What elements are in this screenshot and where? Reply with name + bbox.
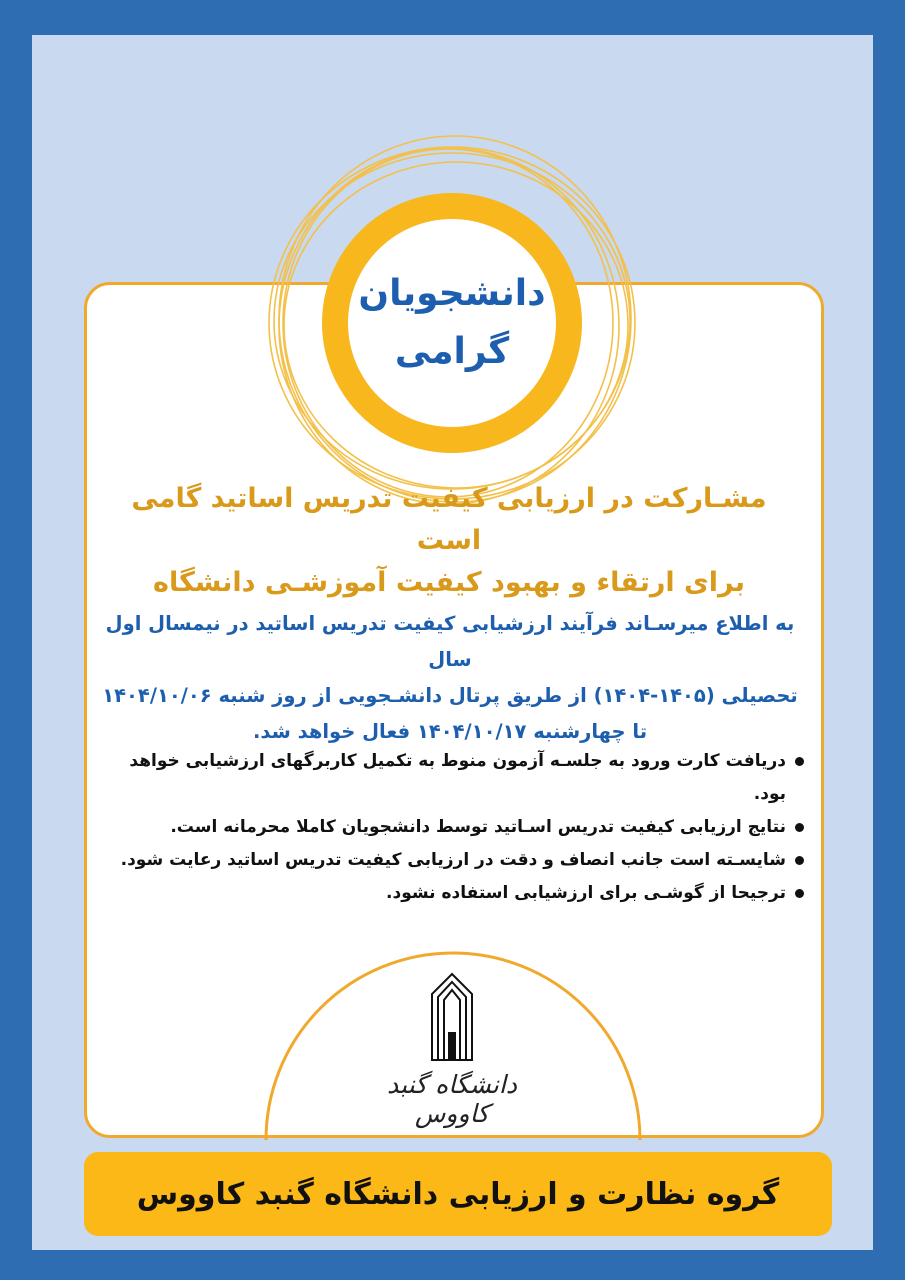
greeting-line-2: گرامی [394,331,510,372]
info-line-1: به اطلاع میرسـاند فرآیند ارزشیابی کیفیت تدریس اساتید در نیمسال اول سال [105,612,795,671]
list-item: دریافت کارت ورود به جلسـه آزمون منوط به تکمیل کاربرگهای ارزشیابی خواهد بود. [104,745,804,811]
university-dome-icon [428,972,476,1062]
greeting [348,219,556,427]
list-item: نتایج ارزیابی کیفیت تدریس اسـاتید توسط دانشجویان کاملا محرمانه است. [104,811,804,844]
list-item: شایسـته است جانب انصاف و دقت در ارزیابی کیفیت تدریس اساتید رعایت شود. [104,844,804,877]
university-logo-text: دانشگاه گنبد کاووس [387,1070,517,1128]
bullet-dot-icon [795,757,804,766]
greeting-line-1: دانشجویان [358,273,546,314]
footer-text: گروه نظارت و ارزیابی دانشگاه گنبد کاووس [136,1176,780,1212]
bullet-dot-icon [795,856,804,865]
headline [104,478,794,604]
bullet-dot-icon [795,823,804,832]
bullet-dot-icon [795,889,804,898]
info-line-3: تا چهارشنبه ۱۴۰۴/۱۰/۱۷ فعال خواهد شد. [252,720,648,743]
footer-banner [84,1152,832,1236]
headline-line-1: مشـارکت در ارزیابی کیفیت تدریس اساتید گامی است [131,483,767,556]
headline-line-2: برای ارتقاء و بهبود کیفیت آموزشـی دانشگاه [153,567,745,598]
list-item: ترجیحا از گوشـی برای ارزشیابی استفاده نشود. [104,877,804,910]
info-line-2: تحصیلی (۱۴۰۵-۱۴۰۴) از طریق پرتال دانشـجویی از روز شنبه ۱۴۰۴/۱۰/۰۶ [102,684,798,707]
bullet-list [104,745,804,910]
info-paragraph [100,606,800,750]
